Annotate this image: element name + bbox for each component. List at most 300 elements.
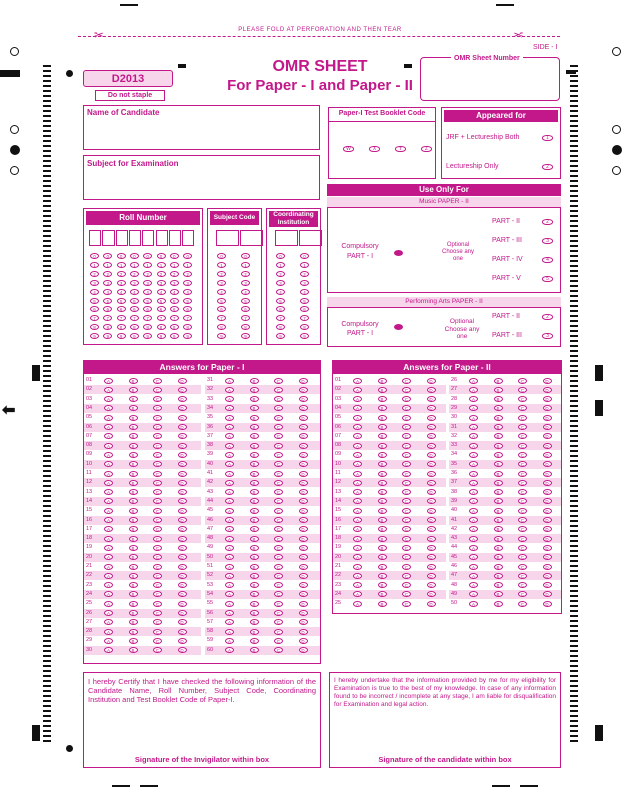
paper-2-option-bubble[interactable]: B [494, 461, 503, 467]
paper-1-option-bubble[interactable]: B [129, 424, 138, 430]
paper-2-option-bubble[interactable]: A [469, 591, 478, 597]
paper-1-option-bubble[interactable]: A [104, 526, 113, 532]
paper-1-option-bubble[interactable]: B [129, 629, 138, 635]
paper-1-option-bubble[interactable]: C [274, 582, 283, 588]
paper-1-option-bubble[interactable]: C [153, 638, 162, 644]
roll-number-digit-bubble[interactable]: 7 [130, 315, 139, 321]
paper-1-option-bubble[interactable]: B [129, 517, 138, 523]
paper-2-option-bubble[interactable]: C [402, 480, 411, 486]
roll-number-digit-bubble[interactable]: 1 [143, 262, 152, 268]
paper-1-option-bubble[interactable]: A [104, 564, 113, 570]
paper-1-option-bubble[interactable]: C [153, 387, 162, 393]
roll-number-digit-bubble[interactable]: 5 [170, 298, 179, 304]
paper-2-option-bubble[interactable]: B [378, 536, 387, 542]
paper-1-option-bubble[interactable]: A [104, 471, 113, 477]
paper-1-option-bubble[interactable]: D [299, 610, 308, 616]
paper-2-option-bubble[interactable]: B [494, 405, 503, 411]
paper-1-option-bubble[interactable]: A [104, 405, 113, 411]
paper-1-option-bubble[interactable]: B [129, 545, 138, 551]
paper-1-option-bubble[interactable]: C [274, 647, 283, 653]
paper-1-option-bubble[interactable]: D [299, 424, 308, 430]
paper-1-option-bubble[interactable]: A [104, 396, 113, 402]
music-part-bubble[interactable]: 5 [542, 276, 553, 282]
paper-2-option-bubble[interactable]: C [402, 591, 411, 597]
paper-1-option-bubble[interactable]: D [178, 415, 187, 421]
paper-2-option-bubble[interactable]: D [543, 396, 552, 402]
paper-2-option-bubble[interactable]: C [518, 433, 527, 439]
paper-1-option-bubble[interactable]: C [274, 629, 283, 635]
paper-1-option-bubble[interactable]: B [250, 591, 259, 597]
coord-inst-digit-bubble[interactable]: 0 [276, 253, 285, 259]
paper-1-option-bubble[interactable]: C [153, 526, 162, 532]
paper-1-option-bubble[interactable]: B [250, 452, 259, 458]
paper-1-option-bubble[interactable]: A [225, 508, 234, 514]
paper-2-option-bubble[interactable]: D [427, 489, 436, 495]
candidate-name-box[interactable] [83, 105, 320, 150]
music-part-option[interactable] [492, 218, 558, 228]
paper-2-option-bubble[interactable]: B [378, 480, 387, 486]
paper-1-option-bubble[interactable]: B [250, 489, 259, 495]
paper-2-option-bubble[interactable]: D [427, 461, 436, 467]
paper-1-option-bubble[interactable]: B [129, 582, 138, 588]
paper-1-option-bubble[interactable]: A [225, 396, 234, 402]
paper-2-option-bubble[interactable]: A [469, 582, 478, 588]
roll-number-digit-bubble[interactable]: 4 [117, 289, 126, 295]
paper-1-option-bubble[interactable]: D [178, 591, 187, 597]
paper-1-option-bubble[interactable]: C [274, 638, 283, 644]
booklet-code-bubble[interactable]: Y [395, 146, 406, 152]
roll-number-digit-bubble[interactable]: 8 [183, 324, 192, 330]
paper-1-option-bubble[interactable]: B [129, 564, 138, 570]
roll-number-digit-bubble[interactable]: 5 [130, 298, 139, 304]
paper-2-option-bubble[interactable]: D [427, 517, 436, 523]
paper-2-option-bubble[interactable]: D [427, 443, 436, 449]
paper-1-option-bubble[interactable]: B [250, 526, 259, 532]
paper-2-option-bubble[interactable]: A [353, 424, 362, 430]
roll-number-digit-bubble[interactable]: 1 [170, 262, 179, 268]
paper-2-option-bubble[interactable]: A [353, 378, 362, 384]
roll-number-digit-bubble[interactable]: 7 [157, 315, 166, 321]
subject-code-digit-bubble[interactable]: 7 [241, 315, 250, 321]
paper-1-option-bubble[interactable]: A [104, 582, 113, 588]
music-part-option[interactable] [492, 237, 558, 247]
paper-1-option-bubble[interactable]: D [299, 405, 308, 411]
paper-1-option-bubble[interactable]: D [178, 489, 187, 495]
subject-code-digit-bubble[interactable]: 4 [217, 289, 226, 295]
paper-1-option-bubble[interactable]: B [250, 536, 259, 542]
subject-code-digit-bubble[interactable]: 9 [217, 333, 226, 339]
paper-2-option-bubble[interactable]: D [427, 508, 436, 514]
paper-1-option-bubble[interactable]: D [299, 480, 308, 486]
roll-number-entry-box[interactable] [156, 230, 168, 246]
paper-1-option-bubble[interactable]: D [178, 405, 187, 411]
paper-1-option-bubble[interactable]: D [178, 433, 187, 439]
paper-2-option-bubble[interactable]: D [427, 601, 436, 607]
paper-1-option-bubble[interactable]: C [153, 452, 162, 458]
paper-1-option-bubble[interactable]: C [153, 629, 162, 635]
paper-1-option-bubble[interactable]: A [104, 508, 113, 514]
paper-2-option-bubble[interactable]: A [469, 545, 478, 551]
paper-1-option-bubble[interactable]: B [129, 526, 138, 532]
paper-2-option-bubble[interactable]: C [518, 405, 527, 411]
music-part-i-bubble[interactable] [394, 250, 403, 256]
coord-inst-digit-bubble[interactable]: 9 [276, 333, 285, 339]
paper-1-option-bubble[interactable]: B [250, 443, 259, 449]
coord-inst-digit-bubble[interactable]: 6 [300, 306, 309, 312]
roll-number-digit-bubble[interactable]: 2 [117, 271, 126, 277]
candidate-box[interactable] [329, 672, 561, 768]
paper-1-option-bubble[interactable]: A [225, 489, 234, 495]
paper-2-option-bubble[interactable]: A [353, 573, 362, 579]
roll-number-digit-bubble[interactable]: 6 [117, 306, 126, 312]
paper-1-option-bubble[interactable]: C [153, 498, 162, 504]
roll-number-digit-bubble[interactable]: 0 [130, 253, 139, 259]
paper-1-option-bubble[interactable]: B [250, 424, 259, 430]
paper-2-option-bubble[interactable]: C [402, 471, 411, 477]
paper-1-option-bubble[interactable]: D [299, 489, 308, 495]
paper-2-option-bubble[interactable]: C [402, 405, 411, 411]
roll-number-digit-bubble[interactable]: 6 [183, 306, 192, 312]
paper-1-option-bubble[interactable]: C [274, 424, 283, 430]
paper-1-option-bubble[interactable]: D [299, 619, 308, 625]
paper-1-option-bubble[interactable]: B [250, 619, 259, 625]
paper-2-option-bubble[interactable]: D [427, 405, 436, 411]
paper-1-option-bubble[interactable]: D [299, 396, 308, 402]
paper-2-option-bubble[interactable]: B [378, 443, 387, 449]
paper-1-option-bubble[interactable]: B [129, 591, 138, 597]
arts-part-i-bubble[interactable] [394, 324, 403, 330]
roll-number-digit-bubble[interactable]: 9 [117, 333, 126, 339]
paper-2-option-bubble[interactable]: D [427, 564, 436, 570]
paper-2-option-bubble[interactable]: B [494, 582, 503, 588]
roll-number-digit-bubble[interactable]: 1 [103, 262, 112, 268]
paper-1-option-bubble[interactable]: B [129, 536, 138, 542]
coord-inst-digit-bubble[interactable]: 8 [300, 324, 309, 330]
roll-number-digit-bubble[interactable]: 7 [143, 315, 152, 321]
paper-1-option-bubble[interactable]: A [104, 498, 113, 504]
roll-number-digit-bubble[interactable]: 3 [170, 280, 179, 286]
paper-1-option-bubble[interactable]: B [250, 564, 259, 570]
paper-2-option-bubble[interactable]: B [494, 508, 503, 514]
paper-1-option-bubble[interactable]: C [274, 415, 283, 421]
coord-inst-digit-bubble[interactable]: 4 [276, 289, 285, 295]
paper-2-option-bubble[interactable]: A [353, 508, 362, 514]
subject-code-digit-bubble[interactable]: 8 [241, 324, 250, 330]
roll-number-digit-bubble[interactable]: 6 [157, 306, 166, 312]
paper-1-option-bubble[interactable]: B [250, 647, 259, 653]
paper-2-option-bubble[interactable]: B [494, 415, 503, 421]
paper-2-option-bubble[interactable]: C [402, 452, 411, 458]
subject-code-digit-bubble[interactable]: 4 [241, 289, 250, 295]
paper-2-option-bubble[interactable]: B [494, 396, 503, 402]
paper-2-option-bubble[interactable]: D [427, 536, 436, 542]
paper-2-option-bubble[interactable]: D [543, 433, 552, 439]
subject-code-digit-bubble[interactable]: 1 [217, 262, 226, 268]
paper-1-option-bubble[interactable]: D [178, 573, 187, 579]
paper-1-option-bubble[interactable]: C [274, 378, 283, 384]
paper-2-option-bubble[interactable]: B [494, 536, 503, 542]
roll-number-digit-bubble[interactable]: 6 [130, 306, 139, 312]
paper-1-option-bubble[interactable]: C [153, 396, 162, 402]
paper-1-option-bubble[interactable]: C [274, 387, 283, 393]
paper-1-option-bubble[interactable]: C [274, 554, 283, 560]
paper-1-option-bubble[interactable]: A [104, 629, 113, 635]
paper-1-option-bubble[interactable]: A [104, 461, 113, 467]
paper-1-option-bubble[interactable]: A [225, 591, 234, 597]
paper-2-option-bubble[interactable]: A [469, 526, 478, 532]
paper-2-option-bubble[interactable]: D [543, 480, 552, 486]
roll-number-digit-bubble[interactable]: 2 [130, 271, 139, 277]
paper-2-option-bubble[interactable]: D [427, 452, 436, 458]
paper-1-option-bubble[interactable]: C [153, 647, 162, 653]
paper-1-option-bubble[interactable]: A [104, 480, 113, 486]
roll-number-digit-bubble[interactable]: 7 [183, 315, 192, 321]
paper-2-option-bubble[interactable]: B [378, 433, 387, 439]
paper-1-option-bubble[interactable]: B [129, 498, 138, 504]
roll-number-digit-bubble[interactable]: 0 [157, 253, 166, 259]
paper-1-option-bubble[interactable]: D [299, 517, 308, 523]
paper-1-option-bubble[interactable]: B [129, 396, 138, 402]
paper-2-option-bubble[interactable]: B [494, 573, 503, 579]
roll-number-digit-bubble[interactable]: 7 [170, 315, 179, 321]
paper-2-option-bubble[interactable]: A [353, 564, 362, 570]
paper-1-option-bubble[interactable]: C [153, 582, 162, 588]
paper-2-option-bubble[interactable]: B [494, 526, 503, 532]
paper-1-option-bubble[interactable]: A [104, 489, 113, 495]
paper-2-option-bubble[interactable]: A [469, 378, 478, 384]
paper-2-option-bubble[interactable]: B [494, 489, 503, 495]
paper-1-option-bubble[interactable]: B [250, 461, 259, 467]
paper-1-option-bubble[interactable]: C [153, 424, 162, 430]
roll-number-digit-bubble[interactable]: 3 [117, 280, 126, 286]
paper-1-option-bubble[interactable]: D [178, 629, 187, 635]
paper-1-option-bubble[interactable]: D [299, 536, 308, 542]
paper-2-option-bubble[interactable]: A [469, 498, 478, 504]
coord-inst-digit-bubble[interactable]: 7 [300, 315, 309, 321]
paper-1-option-bubble[interactable]: B [129, 554, 138, 560]
paper-2-option-bubble[interactable]: D [427, 554, 436, 560]
paper-1-option-bubble[interactable]: A [225, 647, 234, 653]
paper-1-option-bubble[interactable]: C [153, 536, 162, 542]
paper-2-option-bubble[interactable]: C [402, 396, 411, 402]
paper-1-option-bubble[interactable]: D [178, 517, 187, 523]
roll-number-entry-box[interactable] [102, 230, 114, 246]
paper-1-option-bubble[interactable]: C [274, 471, 283, 477]
paper-1-option-bubble[interactable]: A [225, 471, 234, 477]
roll-number-digit-bubble[interactable]: 4 [103, 289, 112, 295]
paper-1-option-bubble[interactable]: C [274, 405, 283, 411]
roll-number-digit-bubble[interactable]: 8 [143, 324, 152, 330]
paper-2-option-bubble[interactable]: A [469, 452, 478, 458]
paper-1-option-bubble[interactable]: D [299, 638, 308, 644]
paper-2-option-bubble[interactable]: B [378, 564, 387, 570]
roll-number-digit-bubble[interactable]: 8 [90, 324, 99, 330]
paper-1-option-bubble[interactable]: A [225, 536, 234, 542]
paper-2-option-bubble[interactable]: A [353, 498, 362, 504]
paper-2-option-bubble[interactable]: A [469, 554, 478, 560]
paper-1-option-bubble[interactable]: C [153, 573, 162, 579]
paper-2-option-bubble[interactable]: C [518, 564, 527, 570]
paper-1-option-bubble[interactable]: B [250, 517, 259, 523]
paper-2-option-bubble[interactable]: A [469, 424, 478, 430]
paper-1-option-bubble[interactable]: B [129, 461, 138, 467]
roll-number-digit-bubble[interactable]: 9 [130, 333, 139, 339]
paper-1-option-bubble[interactable]: D [299, 433, 308, 439]
paper-1-option-bubble[interactable]: C [153, 489, 162, 495]
paper-1-option-bubble[interactable]: B [250, 629, 259, 635]
arts-part-option[interactable] [492, 313, 558, 323]
paper-1-option-bubble[interactable]: D [299, 461, 308, 467]
paper-2-option-bubble[interactable]: C [518, 396, 527, 402]
paper-1-option-bubble[interactable]: D [178, 619, 187, 625]
paper-1-option-bubble[interactable]: D [178, 443, 187, 449]
music-part-bubble[interactable]: 3 [542, 238, 553, 244]
booklet-code-bubble[interactable]: Z [421, 146, 432, 152]
music-part-bubble[interactable]: 4 [542, 257, 553, 263]
paper-2-option-bubble[interactable]: D [543, 601, 552, 607]
paper-2-option-bubble[interactable]: D [427, 582, 436, 588]
roll-number-digit-bubble[interactable]: 5 [90, 298, 99, 304]
paper-2-option-bubble[interactable]: B [494, 480, 503, 486]
paper-1-option-bubble[interactable]: C [274, 545, 283, 551]
paper-2-option-bubble[interactable]: D [427, 471, 436, 477]
paper-1-option-bubble[interactable]: C [274, 461, 283, 467]
subject-code-digit-bubble[interactable]: 8 [217, 324, 226, 330]
paper-2-option-bubble[interactable]: C [402, 564, 411, 570]
roll-number-entry-box[interactable] [142, 230, 154, 246]
paper-1-option-bubble[interactable]: A [225, 443, 234, 449]
paper-1-option-bubble[interactable]: C [153, 433, 162, 439]
paper-2-option-bubble[interactable]: B [494, 471, 503, 477]
paper-2-option-bubble[interactable]: A [469, 461, 478, 467]
coord-inst-digit-bubble[interactable]: 3 [300, 280, 309, 286]
paper-1-option-bubble[interactable]: B [129, 619, 138, 625]
paper-2-option-bubble[interactable]: C [518, 526, 527, 532]
roll-number-digit-bubble[interactable]: 9 [183, 333, 192, 339]
paper-2-option-bubble[interactable]: A [353, 415, 362, 421]
subject-code-entry-box[interactable] [240, 230, 263, 246]
paper-2-option-bubble[interactable]: C [518, 471, 527, 477]
coord-inst-entry-box[interactable] [275, 230, 298, 246]
arts-part-bubble[interactable]: 2 [542, 314, 553, 320]
paper-2-option-bubble[interactable]: C [402, 601, 411, 607]
paper-2-option-bubble[interactable]: B [378, 471, 387, 477]
paper-2-option-bubble[interactable]: A [353, 433, 362, 439]
roll-number-digit-bubble[interactable]: 0 [90, 253, 99, 259]
paper-2-option-bubble[interactable]: C [402, 489, 411, 495]
paper-2-option-bubble[interactable]: D [543, 554, 552, 560]
subject-code-digit-bubble[interactable]: 6 [241, 306, 250, 312]
paper-2-option-bubble[interactable]: D [427, 498, 436, 504]
subject-code-entry-box[interactable] [216, 230, 239, 246]
paper-1-option-bubble[interactable]: C [274, 433, 283, 439]
paper-1-option-bubble[interactable]: D [299, 471, 308, 477]
paper-2-option-bubble[interactable]: A [469, 480, 478, 486]
paper-1-option-bubble[interactable]: D [178, 498, 187, 504]
paper-1-option-bubble[interactable]: B [129, 415, 138, 421]
paper-1-option-bubble[interactable]: C [153, 545, 162, 551]
paper-2-option-bubble[interactable]: C [402, 582, 411, 588]
paper-2-option-bubble[interactable]: A [469, 405, 478, 411]
coord-inst-digit-bubble[interactable]: 2 [300, 271, 309, 277]
paper-2-option-bubble[interactable]: C [402, 536, 411, 542]
paper-2-option-bubble[interactable]: B [378, 489, 387, 495]
paper-1-option-bubble[interactable]: B [250, 498, 259, 504]
subject-code-digit-bubble[interactable]: 3 [241, 280, 250, 286]
paper-1-option-bubble[interactable]: D [178, 396, 187, 402]
paper-2-option-bubble[interactable]: A [469, 396, 478, 402]
paper-2-option-bubble[interactable]: C [518, 591, 527, 597]
roll-number-digit-bubble[interactable]: 6 [170, 306, 179, 312]
paper-2-option-bubble[interactable]: A [353, 443, 362, 449]
paper-1-option-bubble[interactable]: C [274, 591, 283, 597]
roll-number-digit-bubble[interactable]: 7 [90, 315, 99, 321]
paper-2-option-bubble[interactable]: C [402, 415, 411, 421]
paper-2-option-bubble[interactable]: B [494, 601, 503, 607]
roll-number-digit-bubble[interactable]: 5 [157, 298, 166, 304]
paper-1-option-bubble[interactable]: D [299, 647, 308, 653]
subject-code-digit-bubble[interactable]: 3 [217, 280, 226, 286]
appeared-option-1-bubble[interactable]: 1 [542, 135, 553, 141]
paper-1-option-bubble[interactable]: B [250, 387, 259, 393]
paper-1-option-bubble[interactable]: A [225, 387, 234, 393]
appeared-option-2[interactable] [446, 163, 558, 173]
paper-2-option-bubble[interactable]: C [402, 573, 411, 579]
paper-2-option-bubble[interactable]: B [378, 545, 387, 551]
subject-code-digit-bubble[interactable]: 9 [241, 333, 250, 339]
paper-2-option-bubble[interactable]: A [353, 471, 362, 477]
roll-number-digit-bubble[interactable]: 3 [130, 280, 139, 286]
paper-1-option-bubble[interactable]: B [129, 489, 138, 495]
paper-2-option-bubble[interactable]: B [378, 591, 387, 597]
paper-2-option-bubble[interactable]: C [518, 517, 527, 523]
paper-2-option-bubble[interactable]: D [543, 526, 552, 532]
paper-2-option-bubble[interactable]: A [469, 517, 478, 523]
paper-2-option-bubble[interactable]: C [518, 489, 527, 495]
paper-1-option-bubble[interactable]: A [225, 526, 234, 532]
paper-1-option-bubble[interactable]: B [250, 573, 259, 579]
paper-2-option-bubble[interactable]: C [402, 387, 411, 393]
paper-2-option-bubble[interactable]: D [543, 545, 552, 551]
roll-number-digit-bubble[interactable]: 9 [157, 333, 166, 339]
paper-1-option-bubble[interactable]: D [178, 387, 187, 393]
paper-1-option-bubble[interactable]: A [225, 424, 234, 430]
paper-2-option-bubble[interactable]: B [378, 582, 387, 588]
paper-2-option-bubble[interactable]: B [378, 554, 387, 560]
roll-number-digit-bubble[interactable]: 3 [183, 280, 192, 286]
coord-inst-digit-bubble[interactable]: 8 [276, 324, 285, 330]
paper-2-option-bubble[interactable]: C [518, 415, 527, 421]
appeared-option-2-bubble[interactable]: 2 [542, 164, 553, 170]
paper-2-option-bubble[interactable]: D [427, 415, 436, 421]
paper-1-option-bubble[interactable]: D [178, 647, 187, 653]
paper-2-option-bubble[interactable]: D [543, 489, 552, 495]
paper-2-option-bubble[interactable]: B [494, 591, 503, 597]
subject-code-digit-bubble[interactable]: 6 [217, 306, 226, 312]
paper-1-option-bubble[interactable]: D [178, 452, 187, 458]
paper-1-option-bubble[interactable]: A [225, 378, 234, 384]
arts-part-bubble[interactable]: 3 [542, 333, 553, 339]
paper-2-option-bubble[interactable]: B [494, 564, 503, 570]
roll-number-digit-bubble[interactable]: 2 [90, 271, 99, 277]
paper-1-option-bubble[interactable]: D [299, 582, 308, 588]
paper-1-option-bubble[interactable]: A [104, 443, 113, 449]
paper-1-option-bubble[interactable]: A [104, 517, 113, 523]
paper-1-option-bubble[interactable]: D [299, 443, 308, 449]
paper-2-option-bubble[interactable]: B [494, 443, 503, 449]
paper-1-option-bubble[interactable]: D [178, 461, 187, 467]
roll-number-digit-bubble[interactable]: 5 [183, 298, 192, 304]
